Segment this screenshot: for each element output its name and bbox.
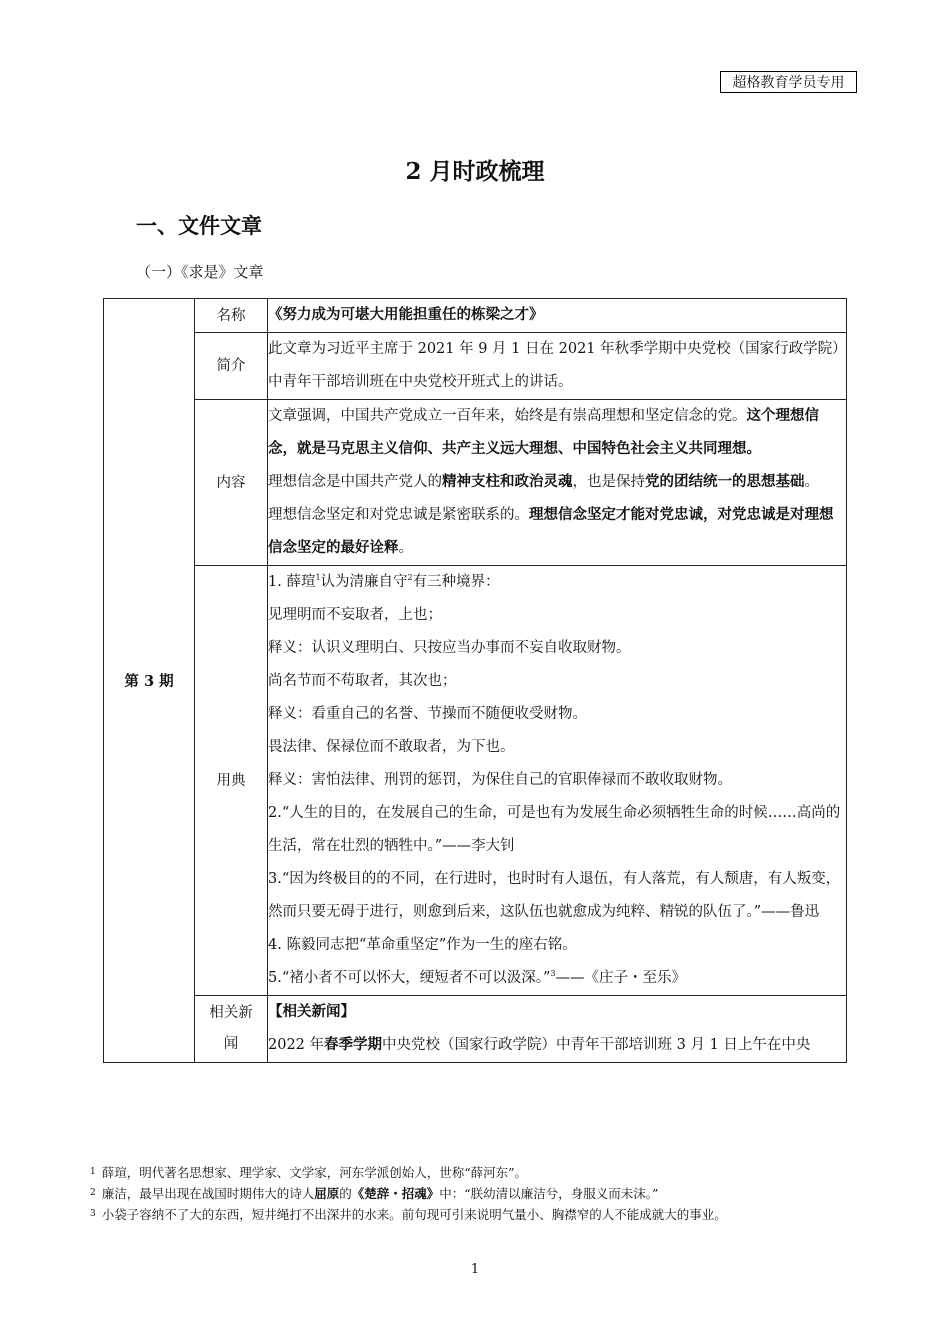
news-heading: 【相关新闻】 (268, 1004, 355, 1020)
allusion-line: 释义：害怕法律、刑罚的惩罚，为保住自己的官职俸禄而不敢收取财物。 (268, 772, 732, 788)
table-row (104, 566, 847, 996)
allusion-line: 1. 薛瑄$^1$认为清廉自守$^2$有三种境界： (268, 573, 500, 590)
allusion-line: 3.“因为终极目的的不同，在行进时，也时时有人退伍，有人落荒，有人颓唐，有人叛变，然而只要无碍于进行，则愈到后来，这队伍也就愈成为纯粹、精锐的队伍了。”——鲁迅 (268, 871, 841, 920)
content-paragraph: 理想信念坚定和对党忠诚是紧密联系的。理想信念坚定才能对党忠诚，对党忠诚是对理想信念坚定的最好诠释。 (268, 507, 834, 556)
footnote: $^2$ 廉洁，最早出现在战国时期伟大的诗人屈原的《楚辞・招魂》中：“朕幼清以廉洁兮，身服义而未沫。” (90, 1186, 659, 1201)
article-name: 《努力成为可堪大用能担重任的栋梁之才》 (268, 307, 544, 323)
page-number: 1 (470, 1262, 480, 1277)
issue-cell: 第 3 期 (104, 299, 195, 1063)
allusion-line: 尚名节而不苟取者，其次也； (268, 673, 457, 689)
intro-label: 简介 (195, 333, 268, 400)
news-label: 相关新闻 (195, 996, 268, 1063)
allusion-line: 释义：认识义理明白、只按应当办事而不妄自收取财物。 (268, 640, 631, 656)
name-value (268, 299, 847, 333)
allusion-line: 5.“褚小者不可以怀大，绠短者不可以汲深。”$^3$——《庄子・至乐》 (268, 969, 687, 986)
allusion-line: 畏法律、保禄位而不敢取者，为下也。 (268, 739, 515, 755)
allusion-line: 4. 陈毅同志把“革命重坚定”作为一生的座右铭。 (268, 937, 577, 953)
news-value (268, 996, 847, 1063)
content-paragraph: 理想信念是中国共产党人的精神支柱和政治灵魂，也是保持党的团结统一的思想基础。 (268, 474, 819, 490)
footnote-ref: 2 (407, 573, 413, 582)
content-paragraph: 文章强调，中国共产党成立一百年来，始终是有崇高理想和坚定信念的党。这个理想信念，就是马克思主义信仰、共产主义远大理想、中国特色社会主义共同理想。 (268, 408, 819, 457)
footnotes (90, 1162, 870, 1225)
footnote: $^1$ 薛瑄，明代著名思想家、理学家、文学家，河东学派创始人，世称“薛河东”。 (90, 1165, 528, 1180)
table-row (104, 996, 847, 1063)
name-label: 名称 (195, 299, 268, 333)
table-row (104, 400, 847, 566)
section-heading: 一、文件文章 (136, 213, 262, 238)
allusion-label: 用典 (195, 566, 268, 996)
news-text: 2022 年春季学期中央党校（国家行政学院）中青年干部培训班 3 月 1 日上午在中央 (268, 1037, 811, 1053)
footnote-ref: 1 (315, 573, 321, 582)
watermark-stamp: 超格教育学员专用 (720, 71, 857, 93)
allusion-line: 2.“人生的目的，在发展自己的生命，可是也有为发展生命必须牺牲生命的时候……高尚的生活，常在壮烈的牺牲中。”——李大钊 (268, 805, 841, 854)
page-title: 2 月时政梳理 (405, 158, 545, 185)
table-row (104, 333, 847, 400)
allusion-value (268, 566, 847, 996)
allusion-line: 释义：看重自己的名誉、节操而不随便收受财物。 (268, 706, 587, 722)
footnote-ref: 3 (550, 969, 556, 978)
allusion-line: 见理明而不妄取者，上也； (268, 607, 442, 623)
article-table (103, 298, 847, 1063)
content-label: 内容 (195, 400, 268, 566)
footnote: $^3$ 小袋子容纳不了大的东西，短井绳打不出深井的水来。前句现可引来说明气量小、胸襟窄的人不能成就大的事业。 (90, 1207, 727, 1222)
subsection-heading: （一）《求是》文章 (136, 263, 264, 281)
content-value (268, 400, 847, 566)
table-row (104, 299, 847, 333)
intro-value: 此文章为习近平主席于 2021 年 9 月 1 日在 2021 年秋季学期中央党校（国家行政学院）中青年干部培训班在中央党校开班式上的讲话。 (268, 333, 847, 400)
